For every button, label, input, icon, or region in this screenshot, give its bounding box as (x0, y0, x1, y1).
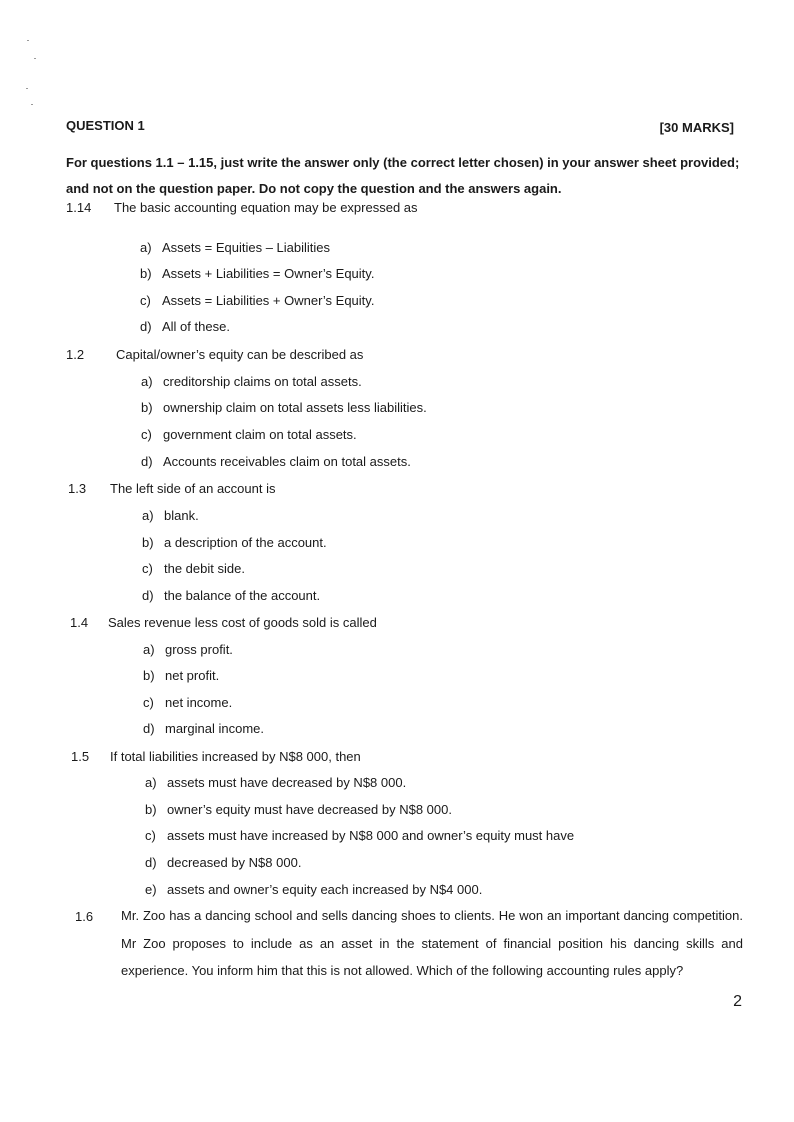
option-letter: d) (142, 588, 154, 603)
question-number: 1.5 (71, 749, 90, 764)
option-letter: a) (145, 775, 157, 790)
option (145, 828, 574, 843)
option-text: government claim on total assets. (163, 427, 357, 442)
option-letter: d) (143, 721, 155, 736)
option-letter: b) (140, 266, 152, 281)
option-letter: a) (140, 240, 152, 255)
option-letter: c) (141, 427, 152, 442)
question-number: 1.2 (66, 347, 85, 362)
option-text: the debit side. (164, 561, 245, 576)
option-text: a description of the account. (164, 535, 327, 550)
instruction-line-1: For questions 1.1 – 1.15, just write the answer only (the correct letter chosen) in your answer sheet provided; (66, 155, 740, 170)
option-text: marginal income. (165, 721, 264, 736)
question-text: If total liabilities increased by N$8 000, then (110, 749, 361, 764)
option-text: the balance of the account. (164, 588, 321, 603)
option (140, 266, 374, 281)
question-number: 1.4 (70, 615, 89, 630)
scan-speck (27, 40, 29, 41)
option-letter: d) (140, 319, 152, 334)
option-letter: a) (142, 508, 154, 523)
option (140, 319, 230, 334)
scan-speck (31, 104, 33, 105)
question-marks: [30 MARKS] (659, 120, 734, 135)
option-text: assets must have decreased by N$8 000. (167, 775, 407, 790)
option-letter: c) (140, 293, 151, 308)
instruction-line-2: and not on the question paper. Do not copy the question and the answers again. (66, 181, 562, 196)
question-text: Mr. Zoo has a dancing school and sells dancing shoes to clients. He won an important dancing competition. Mr Zoo proposes to include as an asset in the statement of financial position his dancing skills and experience. You inform him that this is not allowed. Which of the following accounting rules apply? (121, 908, 743, 978)
option-text: Assets = Equities – Liabilities (162, 240, 331, 255)
option-text: assets and owner’s equity each increased by N$4 000. (167, 882, 483, 897)
option-letter: d) (141, 454, 153, 469)
question-number: 1.6 (75, 909, 94, 924)
option (145, 802, 452, 817)
option (143, 695, 232, 710)
option-letter: b) (142, 535, 154, 550)
option-text: ownership claim on total assets less liabilities. (163, 400, 427, 415)
question-number: 1.14 (66, 200, 92, 215)
option-text: net profit. (165, 668, 220, 683)
option-letter: e) (145, 882, 157, 897)
option (145, 855, 301, 870)
option (143, 721, 264, 736)
question-text: Sales revenue less cost of goods sold is called (108, 615, 377, 630)
option-text: creditorship claims on total assets. (163, 374, 362, 389)
question-number: 1.3 (68, 481, 87, 496)
option-text: Accounts receivables claim on total assets. (163, 454, 411, 469)
option-letter: c) (143, 695, 154, 710)
option-letter: d) (145, 855, 157, 870)
question-text: The basic accounting equation may be expressed as (114, 200, 418, 215)
scan-speck (34, 58, 36, 59)
question-title: QUESTION 1 (66, 118, 145, 133)
option (142, 588, 320, 603)
option (140, 240, 330, 255)
option-text: net income. (165, 695, 233, 710)
scan-speck (26, 88, 28, 89)
option-text: assets must have increased by N$8 000 and owner’s equity must have (167, 828, 575, 843)
option-text: Assets = Liabilities + Owner’s Equity. (162, 293, 375, 308)
question-text: The left side of an account is (110, 481, 276, 496)
option-letter: a) (141, 374, 153, 389)
option (145, 775, 406, 790)
option-text: All of these. (162, 319, 230, 334)
option (140, 293, 374, 308)
option-text: gross profit. (165, 642, 233, 657)
option-letter: c) (142, 561, 153, 576)
option-letter: b) (141, 400, 153, 415)
option-text: owner’s equity must have decreased by N$8 000. (167, 802, 452, 817)
page-number: 2 (733, 993, 742, 1010)
option (143, 668, 219, 683)
option-text: Assets + Liabilities = Owner’s Equity. (162, 266, 375, 281)
option-letter: b) (143, 668, 155, 683)
option-text: blank. (164, 508, 199, 523)
option (142, 535, 327, 550)
option-letter: a) (143, 642, 155, 657)
option (141, 454, 411, 469)
option (141, 400, 427, 415)
option-letter: c) (145, 828, 156, 843)
option-letter: b) (145, 802, 157, 817)
option (142, 508, 199, 523)
option (141, 427, 357, 442)
option (145, 882, 482, 897)
option-text: decreased by N$8 000. (167, 855, 302, 870)
option (143, 642, 233, 657)
question-text: Capital/owner’s equity can be described as (116, 347, 364, 362)
option (141, 374, 362, 389)
option (142, 561, 245, 576)
